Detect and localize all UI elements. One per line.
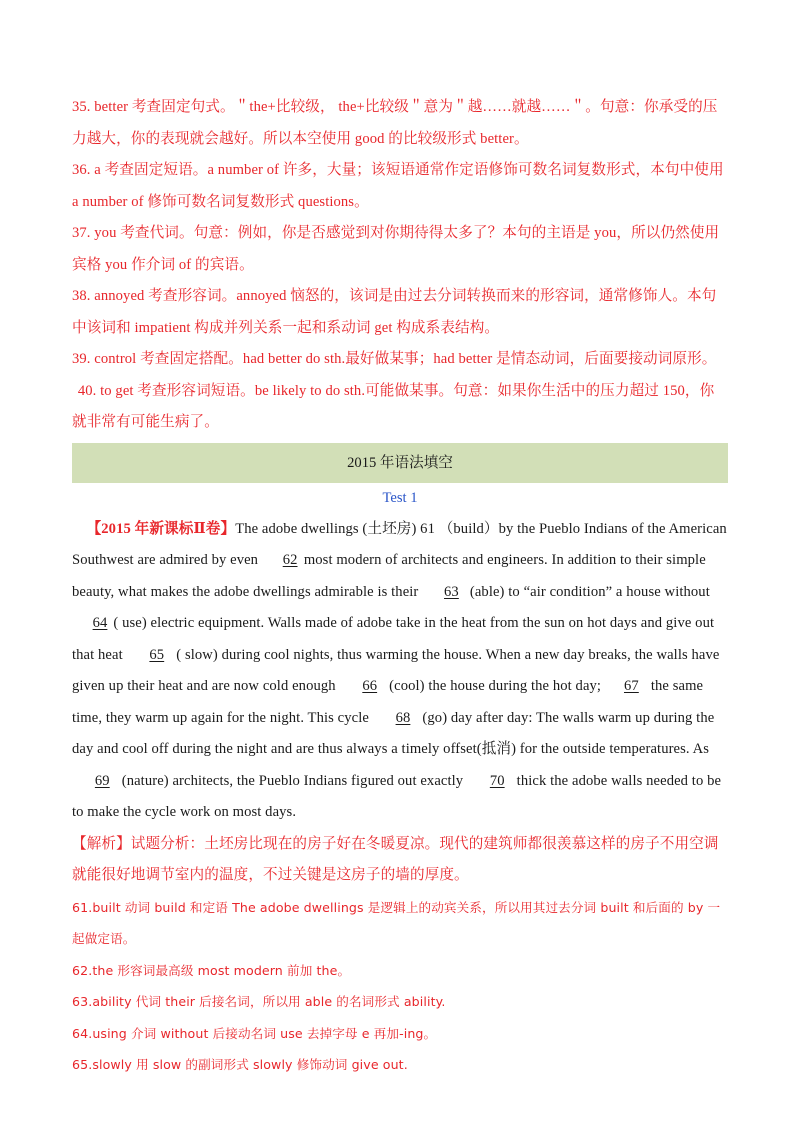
passage-text-6: (cool) the house during the hot day;: [385, 678, 602, 694]
passage-text-3: (able) to “air condition” a house without: [466, 583, 710, 600]
blank-67: 67: [623, 678, 639, 694]
answer-35: 35. better 考查固定句式。＂the+比较级， the+比较级＂意为＂越……就越……＂。句意：你承受的压力越大，你的表现就会越好。所以本空使用 good 的比较级形式 better。: [72, 99, 718, 147]
analysis-intro: [72, 829, 728, 892]
passage-text-7: the same time, they warm up again for the night. This cycle: [72, 678, 704, 726]
analysis-item-62: 62.the 形容词最高级 most modern 前加 the。: [72, 962, 351, 978]
passage-text-4: ( use) electric equipment. Walls made of adobe take in the heat from the sun on hot days and give out that heat: [72, 615, 715, 663]
passage-text-2: most modern of architects and engineers. In addition to their simple beauty, what makes the adobe dwellings admirable is their: [72, 552, 706, 600]
blank-68: 68: [395, 709, 411, 726]
answer-36: 36. a 考查固定短语。a number of 许多，大量；该短语通常作定语修饰可数名词复数形式，本句中使用 a number of 修饰可数名词复数形式 questions。: [72, 162, 724, 210]
analysis-item-64: 64.using 介词 without 后接动名词 use 去掉字母 e 再加-ing。: [72, 1025, 437, 1041]
blank-70: 70: [489, 772, 505, 789]
blank-62: 62: [282, 552, 298, 568]
analysis-label: 【解析】: [72, 835, 131, 852]
section-title: 2015 年语法填空: [347, 454, 453, 471]
document-page: [72, 92, 728, 1081]
test-title: Test 1: [382, 489, 418, 506]
analysis-intro-text: 试题分析：土坯房比现在的房子好在冬暖夏凉。现代的建筑师都很羡慕这样的房子不用空调就能很好地调节室内的温度，不过关键是这房子的墙的厚度。: [72, 835, 719, 883]
passage-text-9: (nature) architects, the Pueblo Indians figured out exactly: [118, 772, 467, 789]
analysis-item-65: 65.slowly 用 slow 的副词形式 slowly 修饰动词 give out.: [72, 1057, 408, 1072]
passage: [72, 514, 728, 829]
answer-39: 39. control 考查固定搭配。had better do sth.最好做某事；had better 是情态动词，后面要接动词原形。: [72, 351, 717, 367]
answer-40: 40. to get 考查形容词短语。be likely to do sth.可能做某事。句意：如果你生活中的压力超过 150，你就非常有可能生病了。: [72, 382, 715, 430]
blank-63: 63: [444, 583, 459, 600]
blank-65: 65: [149, 646, 165, 663]
analysis-item-61: 61.built 动词 build 和定语 The adobe dwellings 是逻辑上的动宾关系，所以用其过去分词 built 和后面的 by 一起做定语。: [72, 899, 721, 946]
blank-64: 64: [92, 615, 108, 631]
answer-38: 38. annoyed 考查形容词。annoyed 恼怒的，该词是由过去分词转换而来的形容词，通常修饰人。本句中该词和 impatient 构成并列关系一起和系动词 get 构成系表结构。: [72, 288, 717, 336]
blank-69: 69: [94, 772, 110, 789]
section-banner: [72, 443, 728, 483]
source-label: 【2015 年新课标Ⅱ卷】: [86, 520, 236, 537]
answer-37: 37. you 考查代词。句意：例如，你是否感觉到对你期待得太多了？本句的主语是 you，所以仍然使用宾格 you 作介词 of 的宾语。: [72, 225, 720, 273]
passage-text-10: thick the adobe walls needed to be to make the cycle work on most days.: [72, 772, 722, 820]
passage-text-8: (go) day after day: The walls warm up during the day and cool off during the night and are thus always a timely offset(抵消) for the outside temperatures. As: [72, 709, 715, 757]
blank-66: 66: [362, 678, 378, 694]
passage-text-1: The adobe dwellings (土坯房) 61 （build）by the Pueblo Indians of the American Southwest are admired by even: [72, 520, 727, 568]
analysis-item-63: 63.ability 代词 their 后接名词，所以用 able 的名词形式 ability.: [72, 994, 446, 1009]
passage-text-5: ( slow) during cool nights, thus warming the house. When a new day breaks, the walls have given up their heat and are now cold enough: [72, 646, 720, 694]
